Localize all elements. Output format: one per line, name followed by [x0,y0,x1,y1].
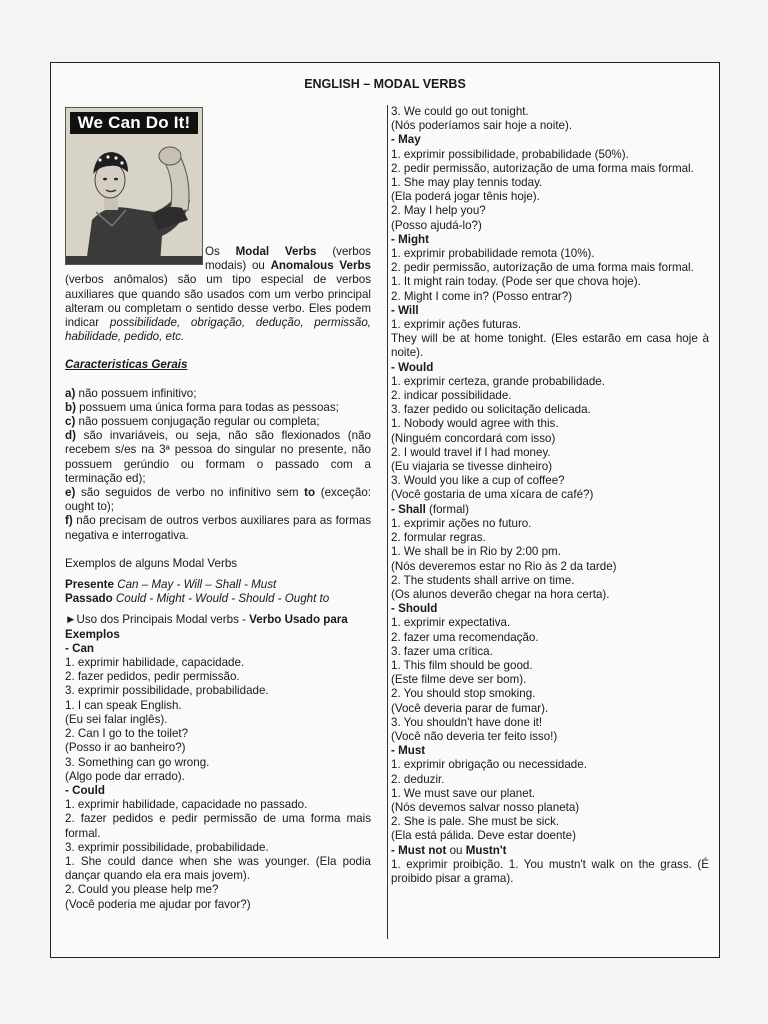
section-may-header: - May [391,133,421,147]
list-item: 2. She is pale. She must be sick. [391,815,560,829]
list-item: 1. exprimir certeza, grande probabilidade. [391,374,605,388]
section-mustnot-header: - Must not ou Mustn't [391,843,507,857]
list-item: (Posso ir ao banheiro?) [65,741,186,755]
list-item: 3. You shouldn't have done it! [391,715,543,729]
intro-keyword-anomalous-verbs: Anomalous Verbs [270,259,371,273]
list-item: 2. Might I come in? (Posso entrar?) [391,289,573,303]
list-item: 2. pedir permissão, autorização de uma forma mais formal. [391,261,694,275]
caracteristicas-heading: Caracteristicas Gerais [65,358,188,372]
list-item: 2. fazer pedidos e pedir permissão de uma forma mais formal. [65,812,371,840]
uso-line: ►Uso dos Principais Modal verbs - Verbo Usado para Exemplos [65,613,348,641]
caracteristica-item: a) não possuem infinitivo; [65,386,197,400]
list-item: 1. exprimir habilidade, capacidade. [65,656,245,670]
exemplos-heading: Exemplos de alguns Modal Verbs [65,556,238,570]
list-item: 1. She may play tennis today. [391,176,543,190]
intro-text-2: (verbos modais) ou [205,245,371,273]
caracteristicas-list [65,387,371,543]
list-item: 1. I can speak English. [65,698,182,712]
section-mustnot [391,858,709,886]
list-item: 1. It might rain today. (Pode ser que chova hoje). [391,275,641,289]
intro-text-1: Os [205,245,236,258]
list-item: 2. pedir permissão, autorização de uma forma mais formal. [391,161,694,175]
list-item: 1. exprimir ações futuras. [391,318,522,332]
caracteristica-item: d) são invariáveis, ou seja, não são flexionados (não recebem s/es na 3ª pessoa do singular no presente, não possuem gerúndio ou formam o passado com a terminação ed); [65,429,371,485]
list-item: 1. exprimir habilidade, capacidade no passado. [65,798,308,812]
list-item: 1. Nobody would agree with this. [391,417,559,431]
section-could [65,798,371,912]
presente-line [65,578,371,592]
list-item: 2. deduzir. [391,772,445,786]
list-item: 2. You should stop smoking. [391,687,536,701]
list-item: (Ninguém concordará com isso) [391,431,556,445]
section-should-header: - Should [391,602,438,616]
list-item: 1. exprimir possibilidade, probabilidade (50%). [391,147,629,161]
passado-label: Passado [65,592,113,606]
list-item: 1. exprimir proibição. 1. You mustn't walk on the grass. (É proibido pisar a grama). [391,857,709,885]
list-item: 1. This film should be good. [391,658,533,672]
list-item: 2. May I help you? [391,204,486,218]
section-might [391,247,709,304]
list-item: 3. fazer uma crítica. [391,644,493,658]
list-item: 3. Would you like a cup of coffee? [391,474,565,488]
caracteristica-item: e) são seguidos de verbo no infinitivo sem to (exceção: ought to); [65,486,371,514]
list-item: (Nós devemos salvar nosso planeta) [391,800,580,814]
list-item: 2. fazer uma recomendação. [391,630,539,644]
section-could-header: - Could [65,783,105,797]
presente-list: Can – May - Will – Shall - Must [113,578,277,592]
list-item: (Você deveria parar de fumar). [391,701,549,715]
poster-banner: We Can Do It! [70,112,198,134]
section-shall [391,517,709,602]
list-item: (Nós poderíamos sair hoje a noite). [391,119,573,133]
passado-line [65,592,371,606]
list-item: 1. exprimir obrigação ou necessidade. [391,758,587,772]
document-title: ENGLISH – MODAL VERBS [304,77,466,91]
section-shall-header: - Shall (formal) [391,502,469,516]
list-item: 1. exprimir ações no futuro. [391,516,532,530]
list-item: 2. formular regras. [391,531,486,545]
list-item: 1. We must save our planet. [391,786,536,800]
list-item: (Ela poderá jogar tênis hoje). [391,190,540,204]
list-item: (Algo pode dar errado). [65,769,185,783]
list-item: 1. exprimir expectativa. [391,616,511,630]
list-item: 2. Could you please help me? [65,883,219,897]
section-can [65,656,371,784]
section-can-header: - Can [65,641,94,655]
we-can-do-it-poster [65,107,203,265]
list-item: 3. We could go out tonight. [391,105,529,118]
arrow-icon: ► [65,613,77,627]
list-item: (Nós deveremos estar no Rio às 2 da tarde) [391,559,617,573]
list-item: (Você não deveria ter feito isso!) [391,729,558,743]
list-item: 1. exprimir probabilidade remota (10%). [391,247,595,261]
list-item: 1. We shall be in Rio by 2:00 pm. [391,545,561,559]
list-item: (Este filme deve ser bom). [391,673,527,687]
presente-label: Presente [65,578,114,592]
list-item: 3. Something can go wrong. [65,755,210,769]
section-should [391,616,709,744]
column-divider [387,105,388,939]
list-item: (Eu sei falar inglês). [65,712,168,726]
section-may [391,148,709,233]
caracteristica-item: f) não precisam de outros verbos auxiliares para as formas negativa e interrogativa. [65,514,371,542]
list-item: (Você gostaria de uma xícara de café?) [391,488,594,502]
section-would-header: - Would [391,360,434,374]
list-item: 2. Can I go to the toilet? [65,727,189,741]
right-column [391,105,709,886]
list-item: (Os alunos deverão chegar na hora certa). [391,587,610,601]
passado-list: Could - Might - Would - Should - Ought to [112,592,330,606]
list-item: (Você poderia me ajudar por favor?) [65,897,251,911]
intro-italic-list: possibilidade, obrigação, dedução, permissão, habilidade, pedido, etc. [65,316,372,344]
list-item: 3. exprimir possibilidade, probabilidade. [65,684,269,698]
section-must-header: - Must [391,744,426,758]
list-item: 2. indicar possibilidade. [391,389,512,403]
list-item: 2. The students shall arrive on time. [391,573,575,587]
section-will-header: - Will [391,303,419,317]
list-item: 1. She could dance when she was younger. (Ela podia dançar quando ela era mais jovem). [65,854,371,883]
section-will [391,318,709,361]
left-column [65,105,371,912]
list-item: 3. fazer pedido ou solicitação delicada. [391,403,591,417]
section-would [391,375,709,503]
caracteristica-item: b) possuem uma única forma para todas as pessoas; [65,400,339,414]
list-item: 2. fazer pedidos, pedir permissão. [65,670,240,684]
intro-text-3: (verbos anômalos) são um tipo especial de verbos auxiliares que quando são usados com um verbo principal alteram ou completam o sentido desse verbo. Eles podem indicar [65,273,371,330]
document-page [50,62,720,958]
list-item: (Ela está pálida. Deve estar doente) [391,829,576,843]
list-item: They will be at home tonight. (Eles estarão em casa hoje à noite). [391,332,709,360]
list-item: (Posso ajudá-lo?) [391,218,482,232]
list-item: 2. I would travel if I had money. [391,445,551,459]
section-must [391,758,709,843]
caracteristica-item: c) não possuem conjugação regular ou completa; [65,415,320,429]
list-item: (Eu viajaria se tivesse dinheiro) [391,460,553,474]
list-item: 3. exprimir possibilidade, probabilidade. [65,840,269,854]
section-might-header: - Might [391,232,429,246]
intro-keyword-modal-verbs: Modal Verbs [235,245,317,258]
